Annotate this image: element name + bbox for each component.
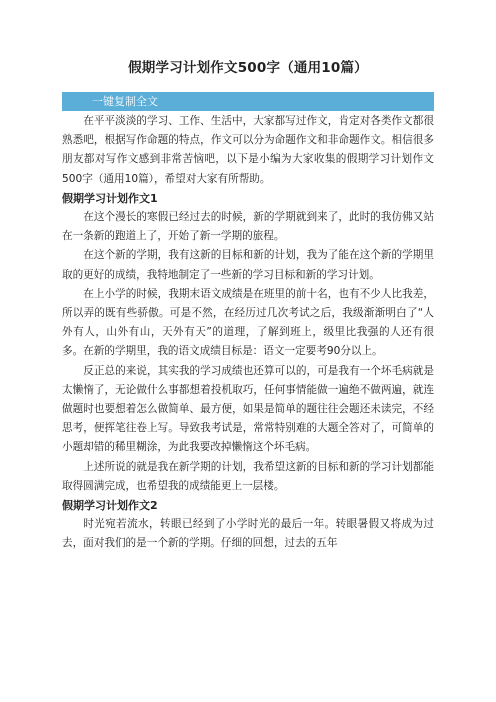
section-heading: 假期学习计划作文1 [62, 191, 158, 205]
copy-full-text-button[interactable]: 一键复制全文 [62, 92, 434, 111]
section-heading: 假期学习计划作文2 [62, 499, 158, 513]
document-body [62, 112, 434, 554]
document-title: 假期学习计划作文500字（通用10篇） [128, 60, 368, 76]
document-page [62, 0, 434, 554]
paragraph: 在这个漫长的寒假已经过去的时候，新的学期就到来了，此时的我仿佛又站在一条新的跑道上了，开始了新一学期的旅程。 [62, 211, 434, 243]
paragraph: 在这个新的学期，我有这新的目标和新的计划，我为了能在这个新的学期里取的更好的成绩，我特地制定了一些新的学习目标和新的学习计划。 [62, 249, 434, 281]
paragraph: 上述所说的就是我在新学期的计划，我希望这新的目标和新的学习计划都能取得圆满完成，也希望我的成绩能更上一层楼。 [62, 460, 434, 492]
intro-paragraph: 在平平淡淡的学习、工作、生活中，大家都写过作文，肯定对各类作文都很熟悉吧，根据写作命题的特点，作文可以分为命题作文和非命题作文。相信很多朋友都对写作文感到非常苦恼吧，以下是小编为大家收集的假期学习计划作文500字（通用10篇），希望对大家有所帮助。 [62, 115, 434, 185]
paragraph: 时光宛若流水，转眼已经到了小学时光的最后一年。转眼暑假又将成为过去，面对我们的是一个新的学期。仔细的回想，过去的五年 [62, 518, 434, 550]
paragraph: 在上小学的时候，我期末语文成绩是在班里的前十名，也有不少人比我差，所以弄的既有些骄傲。可是不然，在经历过几次考试之后，我级渐渐明白了“人外有人，山外有山，天外有天”的道理，了解到班上，级里比我强的人还有很多。在新的学期里，我的语文成绩目标是：语文一定要考90分以上。 [62, 287, 434, 358]
paragraph: 反正总的来说，其实我的学习成绩也还算可以的，可是我有一个坏毛病就是太懒惰了，无论做什么事都想着投机取巧，任何事情能做一遍绝不做两遍，就连做题时也要想着怎么做简单、最方便，如果是简单的题往往会题还未读完，不经思考，便挥笔往卷上写。导致我考试是，常常特别难的大题全答对了，可简单的小题却错的稀里糊涂，为此我要改掉懒惰这个坏毛病。 [62, 364, 434, 454]
